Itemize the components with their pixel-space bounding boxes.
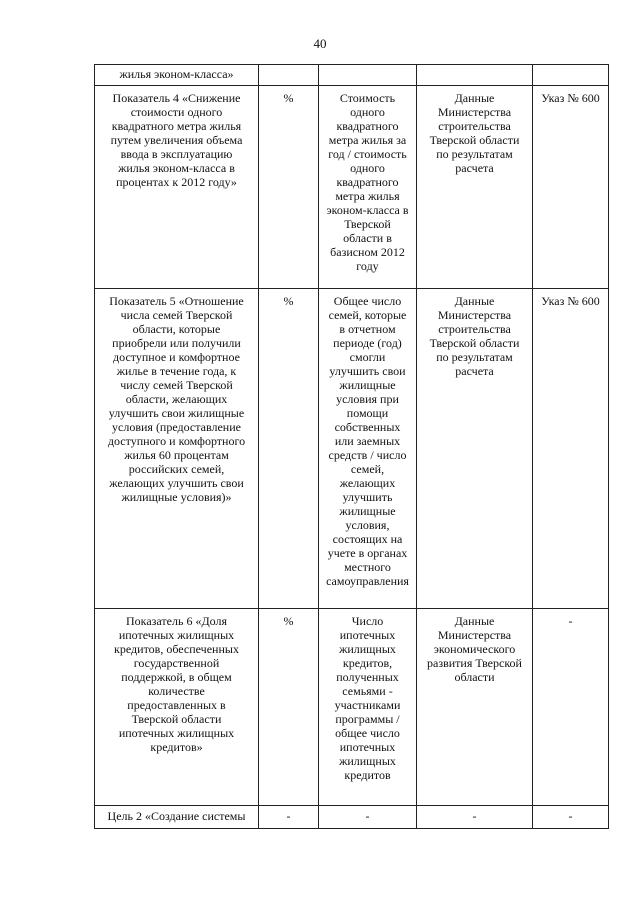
- unit: %: [283, 614, 294, 628]
- basis: Указ № 600: [541, 91, 600, 105]
- basis-cell: [533, 806, 609, 829]
- unit: %: [283, 91, 294, 105]
- indicator-name-cell: [95, 609, 259, 806]
- data-source: Данные Министерства строительства Тверской области по результатам расчета: [429, 91, 520, 175]
- indicator-name: Показатель 5 «Отношение числа семей Тверской области, которые приобрели или получили доступное и комфортное жилье в течение года, к числу семей Тверской области, желающих улучшить свои жилищные условия (предоставление доступного и комфортного жилья 60 процентам российских семей, желающих улучшить свои жилищные условия)»: [107, 294, 246, 504]
- table-row: [95, 609, 609, 806]
- basis-cell: [533, 65, 609, 86]
- basis: -: [568, 614, 573, 628]
- formula-cell: [319, 65, 417, 86]
- table-row: [95, 65, 609, 86]
- indicator-name: Показатель 4 «Снижение стоимости одного квадратного метра жилья путем увеличения объема ввода в эксплуатацию жилья эконом-класса в процентах к 2012 году»: [110, 91, 243, 189]
- source-cell: [417, 609, 533, 806]
- unit-cell: [259, 806, 319, 829]
- source-cell: [417, 65, 533, 86]
- indicator-name: жилья эконом-класса»: [119, 67, 234, 81]
- formula: -: [365, 809, 370, 823]
- formula-cell: [319, 289, 417, 609]
- indicator-name: Показатель 6 «Доля ипотечных жилищных кредитов, обеспеченных государственной поддержкой, в общем количестве предоставленных в Тверской области ипотечных жилищных кредитов»: [114, 614, 239, 754]
- data-source: -: [472, 809, 477, 823]
- formula: Число ипотечных жилищных кредитов, полученных семьями - участниками программы / общее число ипотечных жилищных кредитов: [334, 614, 401, 782]
- indicator-name-cell: [95, 65, 259, 86]
- indicator-name-cell: [95, 289, 259, 609]
- basis-cell: [533, 86, 609, 289]
- data-source: Данные Министерства экономического развития Тверской области: [427, 614, 522, 684]
- source-cell: [417, 86, 533, 289]
- formula: Общее число семей, которые в отчетном периоде (год) смогли улучшить свои жилищные условия при помощи собственных или заемных средств / число семей, желающих улучшить жилищные условия, состоящих на учете в органах местного самоуправления: [326, 294, 409, 588]
- indicator-name-cell: [95, 806, 259, 829]
- source-cell: [417, 806, 533, 829]
- table-row: [95, 289, 609, 609]
- basis: Указ № 600: [541, 294, 600, 308]
- formula-cell: [319, 806, 417, 829]
- source-cell: [417, 289, 533, 609]
- formula-cell: [319, 609, 417, 806]
- unit-cell: [259, 65, 319, 86]
- indicator-name: Цель 2 «Создание системы: [107, 809, 246, 823]
- unit-cell: [259, 86, 319, 289]
- indicator-name-cell: [95, 86, 259, 289]
- formula: Стоимость одного квадратного метра жилья за год / стоимость одного квадратного метра жилья эконом-класса в Тверской области в базисном 2012 году: [326, 91, 409, 273]
- data-source: Данные Министерства строительства Тверской области по результатам расчета: [429, 294, 520, 378]
- formula-cell: [319, 86, 417, 289]
- unit-cell: [259, 289, 319, 609]
- page-number: 40: [313, 36, 327, 51]
- table-row: [95, 806, 609, 829]
- unit-cell: [259, 609, 319, 806]
- basis-cell: [533, 289, 609, 609]
- unit: -: [286, 809, 291, 823]
- unit: %: [283, 294, 294, 308]
- basis-cell: [533, 609, 609, 806]
- basis: -: [568, 809, 573, 823]
- table-row: [95, 86, 609, 289]
- indicators-table: [94, 64, 609, 829]
